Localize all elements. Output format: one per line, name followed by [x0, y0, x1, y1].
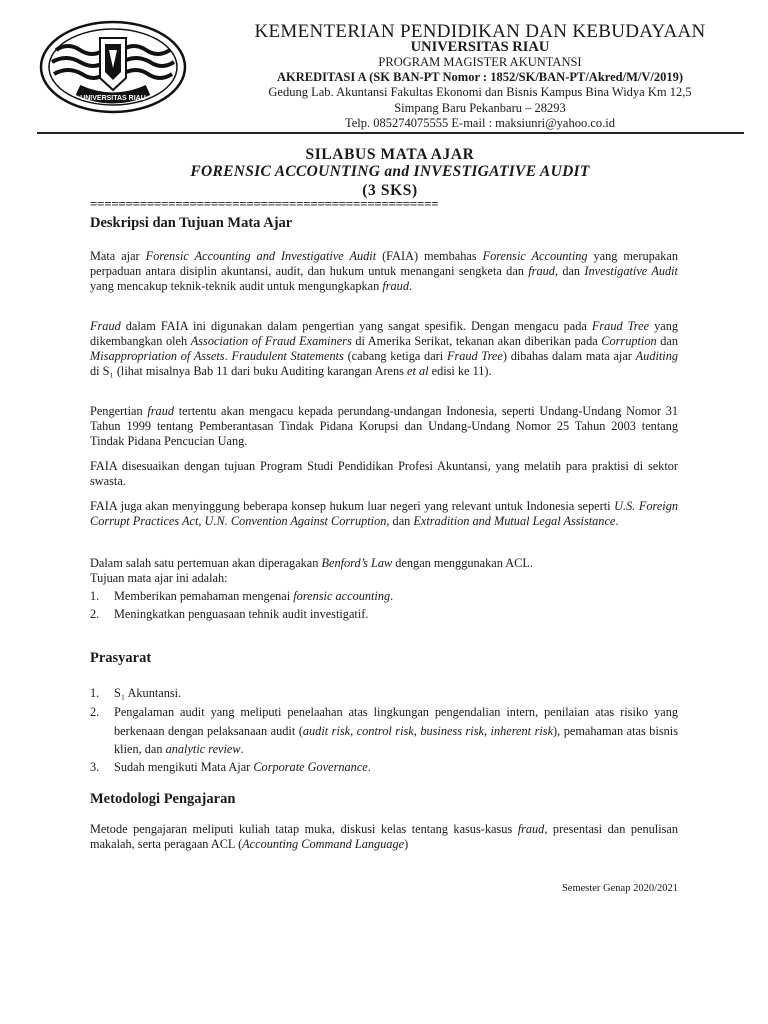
text-run: di S₁ (lihat misalnya Bab 11 dari buku Auditing karangan Arens [90, 364, 408, 378]
italic-text: analytic review [165, 742, 241, 756]
italic-text: Association of Fraud Examiners [190, 334, 352, 348]
italic-text: Fraud [90, 319, 121, 333]
header-divider [37, 132, 744, 134]
list-number: 2. [90, 607, 100, 621]
text-run: yang dikembangkan oleh [90, 319, 678, 348]
italic-text: U.N. Convention Against Corruption [204, 514, 387, 528]
list-number: 1. [90, 589, 100, 603]
text-run: . [408, 279, 413, 293]
university-logo [38, 20, 188, 115]
italic-text: Fraud Tree [446, 349, 503, 363]
program-name: PROGRAM MAGISTER AKUNTANSI [378, 55, 582, 69]
list-text [114, 587, 678, 606]
text-run: dan [656, 334, 678, 348]
text-run: Tujuan mata ajar ini adalah: [90, 571, 228, 585]
text-run: di Amerika Serikat, tekanan akan diberikan pada [351, 334, 602, 348]
italic-text: Fraudulent Statements [231, 349, 344, 363]
course-title: FORENSIC ACCOUNTING and INVESTIGATIVE AUDIT [190, 163, 590, 180]
italic-text: audit risk, control risk, business risk, inherent risk [302, 723, 554, 738]
italic-text: Misappropriation of Assets [90, 349, 225, 363]
section-heading-prasyarat: Prasyarat [90, 650, 152, 666]
address-line-2: Simpang Baru Pekanbaru – 28293 [394, 101, 566, 115]
section-heading-metodologi: Metodologi Pengajaran [90, 791, 236, 807]
ministry-name: KEMENTERIAN PENDIDIKAN DAN KEBUDAYAAN [254, 21, 706, 42]
list-number: 1. [90, 686, 100, 700]
text-run: . [224, 349, 232, 363]
italic-text: fraud [382, 279, 409, 293]
italic-text: Forensic Accounting and Investigative Audit [145, 249, 377, 263]
text-run: yang mencakup teknik-teknik audit untuk mengungkapkan [90, 279, 383, 293]
logo-text: UNIVERSITAS RIAU [80, 95, 146, 102]
text-run: Mata ajar [90, 249, 146, 263]
text-run: Sudah mengikuti Mata Ajar [114, 760, 254, 774]
text-run: yang merupakan perpaduan antara disiplin akuntansi, audit, dan hukum untuk menangani sengketa dan [90, 249, 678, 278]
list-number: 2. [90, 705, 100, 719]
text-run: (cabang ketiga dari [343, 349, 447, 363]
section-heading-deskripsi: Deskripsi dan Tujuan Mata Ajar [90, 215, 293, 231]
text-run: edisi ke 11). [428, 364, 492, 378]
list-text [114, 684, 678, 703]
accreditation: AKREDITASI A (SK BAN-PT Nomor : 1852/SK/BAN-PT/Akred/M/V/2019) [276, 70, 684, 84]
paragraph-program [90, 459, 678, 489]
list-text [114, 758, 678, 777]
italic-text: et al [407, 364, 429, 378]
paragraph-regulation [90, 404, 678, 449]
text-run: . [240, 742, 244, 756]
text-run: Pengertian [90, 404, 148, 418]
text-run: S₁ Akuntansi. [114, 686, 182, 700]
italic-text: U.S. Foreign Corrupt Practices Act [90, 499, 678, 528]
text-run: Dalam salah satu pertemuan akan diperagakan [90, 556, 322, 570]
text-run: dengan menggunakan ACL. [392, 556, 533, 570]
italic-text: Corporate Governance [253, 760, 368, 774]
text-run: , dan [554, 264, 585, 278]
italic-text: fraud [147, 404, 174, 418]
paragraph-fraud [90, 319, 678, 379]
list-text [114, 703, 678, 759]
italic-text: Investigative Audit [584, 264, 678, 278]
credit-units: (3 SKS) [362, 182, 418, 199]
text-run: FAIA juga akan menyinggung beberapa konsep hukum luar negeri yang relevant untuk Indonesia seperti [90, 499, 615, 513]
list-text [114, 605, 678, 624]
university-name: UNIVERSITAS RIAU [410, 39, 550, 55]
paragraph-intro [90, 249, 678, 294]
italic-text: forensic accounting [293, 589, 391, 603]
paragraph-benford [90, 556, 678, 571]
italic-text: Corruption [601, 334, 657, 348]
italic-text: fraud [528, 264, 555, 278]
text-run: . [390, 589, 394, 603]
italic-text: Auditing [635, 349, 679, 363]
paragraph-metodologi [90, 822, 678, 852]
semester-label: Semester Genap 2020/2021 [561, 883, 678, 894]
paragraph-foreign-law [90, 499, 678, 529]
italic-text: Forensic Accounting [482, 249, 588, 263]
text-run: Meningkatkan penguasaan tehnik audit investigatif. [114, 607, 369, 621]
italic-text: Extradition and Mutual Legal Assistance [413, 514, 616, 528]
text-run: ) [404, 837, 409, 851]
text-run: . [367, 760, 371, 774]
separator-line: ================================================= [90, 196, 439, 211]
text-run: ) dibahas dalam mata ajar [502, 349, 636, 363]
text-run: tertentu akan mengacu kepada perundang-undangan Indonesia, seperti Undang-Undang Nomor 31 Tahun 1999 tentang Pemberantasan Tindak Pidana Korupsi dan Undang-Undang Nomor 25 Tahun 2003 tentang Tindak Pidana Pencucian Uang. [90, 404, 678, 448]
address-line-1: Gedung Lab. Akuntansi Fakultas Ekonomi dan Bisnis Kampus Bina Widya Km 12,5 [268, 85, 692, 99]
text-run: Metode pengajaran meliputi kuliah tatap muka, diskusi kelas tentang kasus-kasus [90, 822, 518, 836]
list-number: 3. [90, 760, 100, 774]
text-run: Memberikan pemahaman mengenai [114, 589, 294, 603]
text-run: FAIA disesuaikan dengan tujuan Program Studi Pendidikan Profesi Akuntansi, yang melatih para praktisi di sektor swasta. [90, 459, 678, 488]
text-run: , dan [386, 514, 414, 528]
italic-text: fraud [517, 822, 545, 836]
text-run: , presentasi dan penulisan makalah, serta peragaan ACL ( [90, 822, 679, 851]
text-run: ), pemahaman atas bisnis klien, dan [114, 723, 678, 756]
text-run: , [198, 514, 205, 528]
paragraph-tujuan-intro [90, 571, 678, 586]
syllabus-title: SILABUS MATA AJAR [305, 146, 475, 163]
contact-info: Telp. 085274075555 E-mail : maksiunri@yahoo.co.id [345, 116, 615, 130]
text-run: . [615, 514, 619, 528]
italic-text: Benford’s Law [321, 556, 393, 570]
italic-text: Accounting Command Language [242, 837, 405, 851]
italic-text: Fraud Tree [591, 319, 650, 333]
text-run: dalam FAIA ini digunakan dalam pengertian yang sangat spesifik. Dengan mengacu pada [120, 319, 592, 333]
text-run: (FAIA) membahas [376, 249, 483, 263]
text-run: Pengalaman audit yang meliputi penelaahan atas lingkungan pengendalian intern, penilaian atas risiko yang berkenaan dengan pelaksanaan audit ( [114, 705, 678, 738]
